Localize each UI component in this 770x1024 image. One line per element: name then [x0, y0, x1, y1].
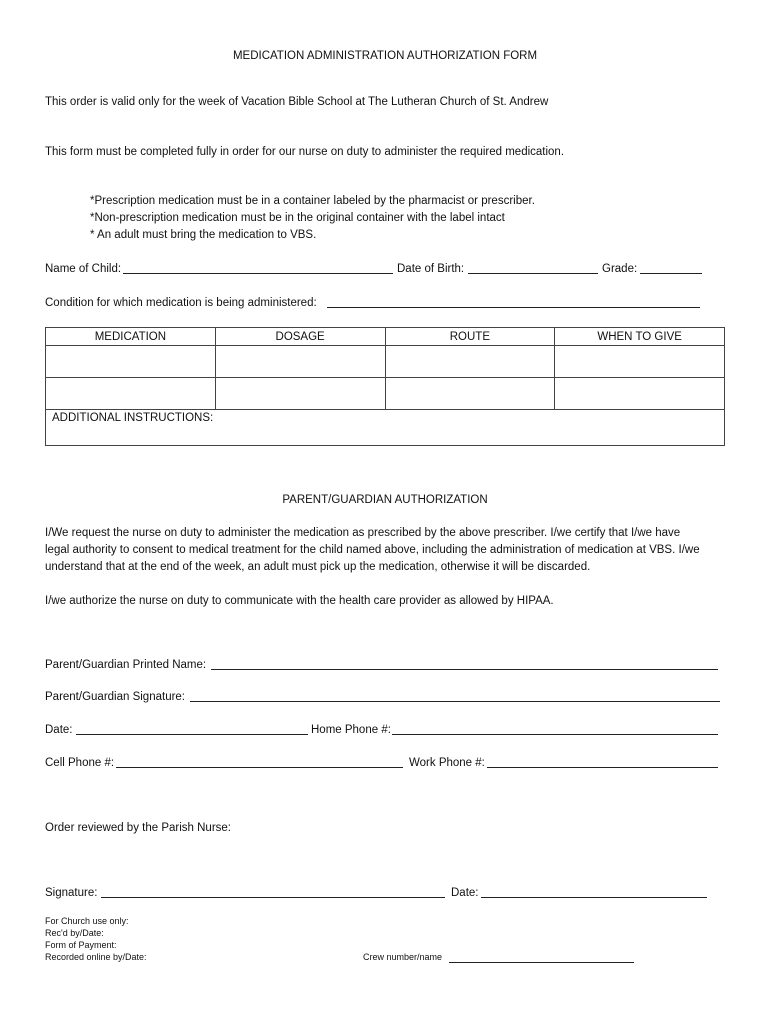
nurse-review-label: Order reviewed by the Parish Nurse:	[45, 822, 231, 834]
medication-table	[45, 327, 725, 446]
work-phone-field[interactable]	[487, 767, 718, 768]
medication-cell[interactable]	[46, 346, 216, 378]
completion-notice: This form must be completed fully in order for our nurse on duty to administer the required medication.	[45, 146, 565, 158]
additional-instructions-label: ADDITIONAL INSTRUCTIONS:	[52, 412, 214, 424]
grade-field[interactable]	[640, 273, 702, 274]
when-to-give-cell[interactable]	[555, 378, 725, 410]
nurse-signature-field[interactable]	[101, 897, 445, 898]
route-cell[interactable]	[385, 378, 555, 410]
valid-notice: This order is valid only for the week of Vacation Bible School at The Lutheran Church of St. Andrew	[45, 96, 549, 108]
authorization-paragraph-line: I/We request the nurse on duty to administer the medication as prescribed by the above prescriber. I/we certify that I/we have	[45, 527, 681, 539]
when-to-give-cell[interactable]	[555, 346, 725, 378]
authorization-heading: PARENT/GUARDIAN AUTHORIZATION	[282, 494, 488, 506]
grade-label: Grade:	[602, 263, 638, 275]
work-phone-label: Work Phone #:	[409, 757, 485, 769]
table-row	[46, 346, 725, 378]
child-name-field[interactable]	[123, 273, 393, 274]
rule-item: *Prescription medication must be in a container labeled by the pharmacist or prescriber.	[90, 195, 535, 207]
parent-signature-field[interactable]	[190, 701, 720, 702]
nurse-date-field[interactable]	[481, 897, 707, 898]
date-label: Date:	[45, 724, 73, 736]
hipaa-paragraph: I/we authorize the nurse on duty to communicate with the health care provider as allowed by HIPAA.	[45, 595, 554, 607]
form-title: MEDICATION ADMINISTRATION AUTHORIZATION FORM	[232, 50, 538, 62]
authorization-paragraph-line: understand that at the end of the week, an adult must pick up the medication, otherwise it will be discarded.	[45, 561, 591, 573]
authorization-paragraph-line: legal authority to consent to medical treatment for the child named above, including the administration of medication at VBS. I/we	[45, 544, 700, 556]
rule-item: * An adult must bring the medication to VBS.	[90, 229, 317, 241]
child-name-label: Name of Child:	[45, 263, 122, 275]
additional-instructions-row	[46, 410, 725, 446]
condition-label: Condition for which medication is being administered:	[45, 297, 317, 309]
dosage-cell[interactable]	[215, 346, 385, 378]
header-medication: MEDICATION	[46, 328, 216, 346]
church-use-line: Recorded online by/Date:	[45, 952, 147, 962]
additional-instructions-cell[interactable]	[46, 410, 725, 446]
dosage-cell[interactable]	[215, 378, 385, 410]
cell-phone-label: Cell Phone #:	[45, 757, 115, 769]
printed-name-field[interactable]	[211, 669, 718, 670]
nurse-signature-label: Signature:	[45, 887, 98, 899]
dob-field[interactable]	[468, 273, 598, 274]
nurse-date-label: Date:	[451, 887, 479, 899]
church-use-line: Rec'd by/Date:	[45, 928, 104, 938]
cell-phone-field[interactable]	[116, 767, 403, 768]
home-phone-field[interactable]	[392, 734, 718, 735]
crew-field[interactable]	[449, 962, 634, 963]
printed-name-label: Parent/Guardian Printed Name:	[45, 659, 207, 671]
parent-signature-label: Parent/Guardian Signature:	[45, 691, 186, 703]
rule-item: *Non-prescription medication must be in the original container with the label intact	[90, 212, 505, 224]
table-header-row	[46, 328, 725, 346]
date-field[interactable]	[76, 734, 308, 735]
church-use-line: Form of Payment:	[45, 940, 117, 950]
table-row	[46, 378, 725, 410]
medication-cell[interactable]	[46, 378, 216, 410]
route-cell[interactable]	[385, 346, 555, 378]
church-use-line: For Church use only:	[45, 916, 129, 926]
dob-label: Date of Birth:	[397, 263, 465, 275]
home-phone-label: Home Phone #:	[311, 724, 391, 736]
condition-field[interactable]	[327, 307, 700, 308]
header-route: ROUTE	[385, 328, 555, 346]
crew-label: Crew number/name	[363, 952, 443, 962]
header-when-to-give: WHEN TO GIVE	[555, 328, 725, 346]
header-dosage: DOSAGE	[215, 328, 385, 346]
